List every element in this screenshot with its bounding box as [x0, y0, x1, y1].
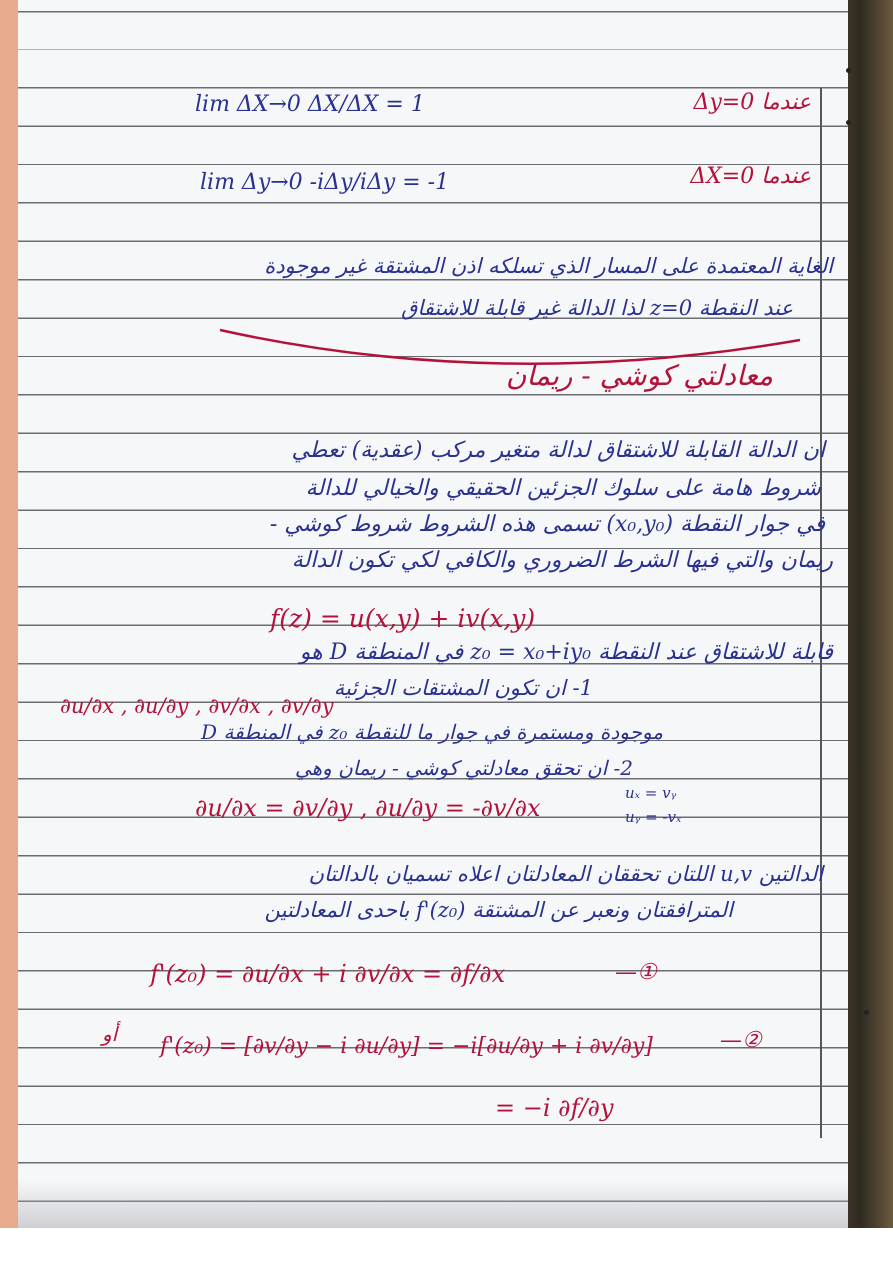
note-line-1: الدالتين u,v اللتان تحققان المعادلتان اعلاه تسميان بالدالتان	[308, 862, 823, 886]
cauchy-riemann-equations: ∂u/∂x = ∂v/∂y , ∂u/∂y = -∂v/∂x	[195, 794, 541, 822]
page-mark	[864, 1010, 869, 1015]
derivative-equation-1: f'(z₀) = ∂u/∂x + i ∂v/∂x = ∂f/∂x	[150, 960, 506, 988]
section-heading: معادلتي كوشي - ريمان	[505, 359, 773, 392]
note-line-2: المترافقتان ونعبر عن المشتقة f'(z₀) باحدى المعادلتين	[264, 898, 733, 922]
limit-dx-formula: lim ΔX→0 ΔX/ΔX = 1	[195, 92, 425, 117]
conclusion-line-1: الغاية المعتمدة على المسار الذي تسلكه اذن المشتقة غير موجودة	[264, 254, 833, 278]
page-shadow	[18, 1180, 848, 1228]
differentiability-statement: قابلة للاشتقاق عند النقطة z₀ = x₀+iy₀ في المنطقة D هو	[299, 640, 833, 665]
condition-1-partials: ∂u/∂x , ∂u/∂y , ∂v/∂x , ∂v/∂y	[60, 694, 334, 718]
cr-short-form-1: uₓ = vᵧ	[625, 784, 677, 802]
page-mark	[846, 68, 851, 73]
margin-line	[820, 88, 822, 1138]
equation-2-tag: —②	[720, 1028, 762, 1053]
equation-2-result: = −i ∂f/∂y	[495, 1094, 614, 1122]
page-mark	[846, 120, 851, 125]
paragraph-line-4: ريمان والتي فيها الشرط الضروري والكافي لكي تكون الدالة	[291, 548, 833, 573]
or-label: أو	[102, 1022, 118, 1046]
limit-dy-formula: lim Δy→0 -iΔy/iΔy = -1	[200, 170, 450, 195]
condition-1-line-2: موجودة ومستمرة في جوار ما للنقطة z₀ في المنطقة D	[201, 720, 663, 744]
paragraph-line-3: في جوار النقطة (x₀,y₀) تسمى هذه الشروط شروط كوشي -	[269, 512, 825, 537]
condition-dx-zero: عندما ΔX=0	[690, 164, 811, 189]
equation-1-tag: —①	[615, 960, 657, 985]
condition-dy-zero: عندما Δy=0	[693, 90, 811, 115]
condition-2-line: 2- ان تحقق معادلتي كوشي - ريمان وهي	[294, 756, 633, 780]
paragraph-line-2: شروط هامة على سلوك الجزئين الحقيقي والخيالي للدالة	[305, 476, 821, 501]
function-definition: f(z) = u(x,y) + iv(x,y)	[270, 604, 536, 633]
derivative-equation-2: f'(z₀) = [∂v/∂y − i ∂u/∂y] = −i[∂u/∂y + i ∂v/∂y]	[160, 1034, 653, 1059]
paragraph-line-1: ان الدالة القابلة للاشتقاق لدالة متغير مركب (عقدية) تعطي	[291, 438, 825, 463]
cr-short-form-2: uᵧ = -vₓ	[625, 808, 682, 826]
conclusion-line-2: عند النقطة z=0 لذا الدالة غير قابلة للاشتقاق	[401, 296, 793, 320]
condition-1-line-1: 1- ان تكون المشتقات الجزئية	[333, 676, 593, 700]
